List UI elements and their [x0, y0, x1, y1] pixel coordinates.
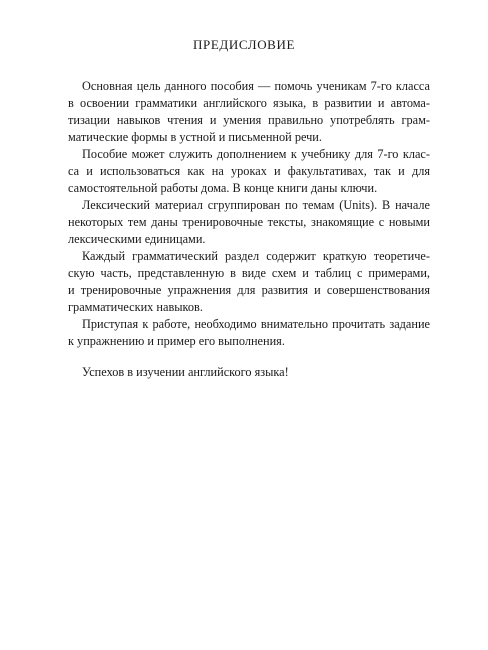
text-line: Приступая к работе, необходимо внимательно прочитать задание — [82, 317, 430, 331]
text-line: Лексический материал сгруппирован по темам (Units). В начале — [82, 198, 430, 212]
text-line: тизации навыков чтения и умения правильно употреблять грам- — [68, 113, 430, 127]
text-line: Основная цель данного пособия — помочь ученикам 7-го класса — [82, 79, 430, 93]
text-line: некоторых тем даны тренировочные тексты, знакомящие с новыми — [68, 215, 430, 229]
text-line: лексическими единицами. — [68, 232, 206, 246]
closing-line: Успехов в изучении английского языка! — [82, 365, 289, 379]
text-line: скую часть, представленную в виде схем и таблиц с примерами, — [68, 266, 430, 280]
text-line: Каждый грамматический раздел содержит краткую теоретиче- — [82, 249, 430, 263]
text-line: са и использоваться как на уроках и факультативах, так и для — [68, 164, 430, 178]
text-line: к упражнению и пример его выполнения. — [68, 334, 285, 348]
text-line: самостоятельной работы дома. В конце книги даны ключи. — [68, 181, 378, 195]
text-line: грамматических навыков. — [68, 300, 203, 314]
text-line: матические формы в устной и письменной речи. — [68, 130, 322, 144]
text-line: в освоении грамматики английского языка, в развитии и автома- — [68, 96, 430, 110]
page-title: ПРЕДИСЛОВИЕ — [193, 37, 295, 52]
text-line: Пособие может служить дополнением к учебнику для 7-го клас- — [82, 147, 430, 161]
text-line: и тренировочные упражнения для развития и совершенствования — [68, 283, 430, 297]
